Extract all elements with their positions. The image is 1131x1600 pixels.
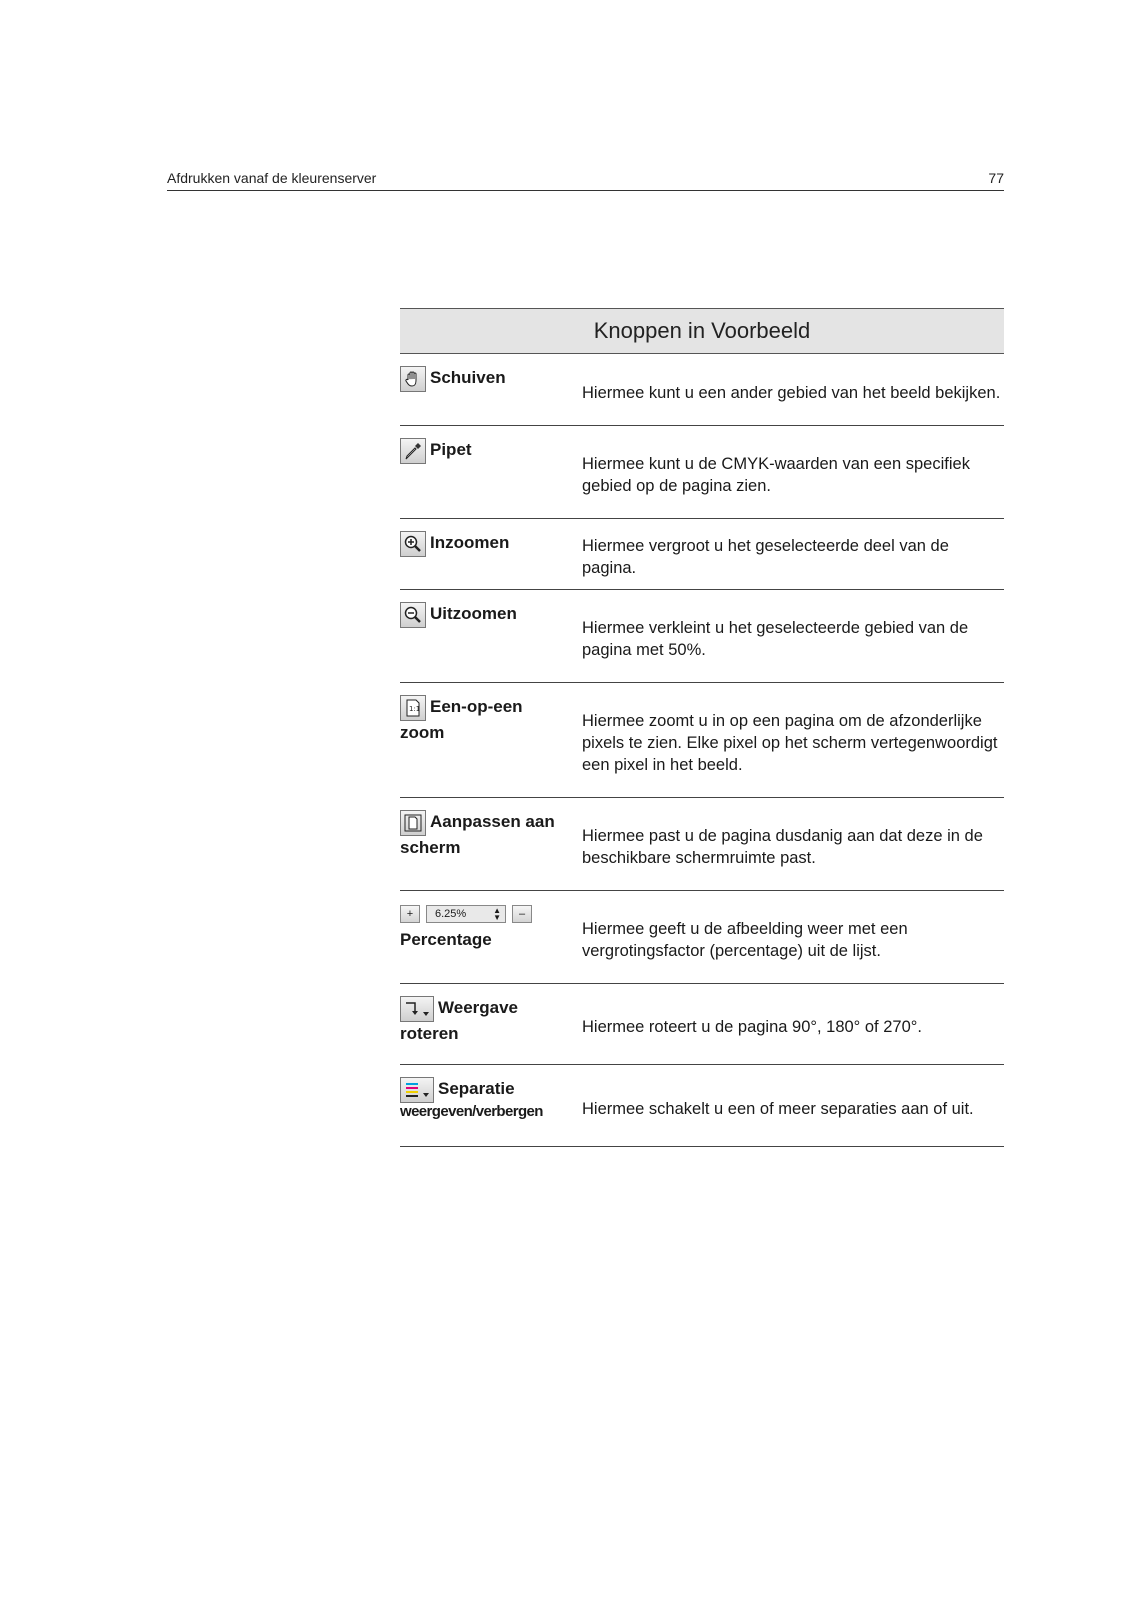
- table-row: [400, 426, 1004, 519]
- row-label-line1: Weergave: [438, 998, 519, 1017]
- zoom-in-icon: [400, 531, 426, 557]
- fit-page-icon: [400, 810, 426, 836]
- page-number: 77: [988, 170, 1004, 186]
- table-row: [400, 519, 1004, 590]
- running-header: [167, 170, 1004, 191]
- table-row: [400, 354, 1004, 426]
- buttons-table: [400, 308, 1004, 1147]
- row-description: Hiermee kunt u de CMYK-waarden van een specifiek gebied op de pagina zien.: [582, 455, 970, 495]
- one-to-one-icon: [400, 695, 426, 721]
- rotate-icon: [400, 996, 434, 1022]
- row-description: Hiermee geeft u de afbeelding weer met een vergrotingsfactor (percentage) uit de lijst.: [582, 920, 908, 960]
- percentage-value: 6.25%: [435, 908, 467, 920]
- row-label-line1: Aanpassen aan: [430, 812, 555, 831]
- table-row: [400, 984, 1004, 1065]
- row-description: Hiermee kunt u een ander gebied van het beeld bekijken.: [582, 383, 1001, 402]
- row-label-line2: scherm: [400, 838, 461, 857]
- hand-icon: [400, 366, 426, 392]
- row-description: Hiermee schakelt u een of meer separaties aan of uit.: [582, 1099, 974, 1118]
- row-label: Uitzoomen: [430, 604, 517, 623]
- separation-icon: [400, 1077, 434, 1103]
- table-title: Knoppen in Voorbeeld: [400, 308, 1004, 354]
- svg-text:1:1: 1:1: [409, 705, 421, 713]
- row-label-line1: Separatie: [438, 1079, 515, 1098]
- table-row: [400, 590, 1004, 683]
- table-row: [400, 891, 1004, 984]
- table-row: [400, 1065, 1004, 1147]
- table-row: [400, 798, 1004, 891]
- row-label: Schuiven: [430, 368, 506, 387]
- row-description: Hiermee vergroot u het geselecteerde deel van de pagina.: [582, 537, 949, 577]
- row-label: Percentage: [400, 930, 492, 949]
- table-row: [400, 683, 1004, 798]
- eyedropper-icon: [400, 438, 426, 464]
- row-label-line2: weergeven/verbergen: [400, 1103, 543, 1120]
- row-description: Hiermee zoomt u in op een pagina om de afzonderlijke pixels te zien. Elke pixel op het scherm vertegenwoordigt een pixel in het beeld.: [582, 712, 998, 774]
- zoom-out-icon: [400, 602, 426, 628]
- row-description: Hiermee roteert u de pagina 90°, 180° of 270°.: [582, 1018, 922, 1036]
- row-label: Pipet: [430, 440, 472, 459]
- row-description: Hiermee verkleint u het geselecteerde gebied van de pagina met 50%.: [582, 619, 969, 659]
- percentage-select[interactable]: [426, 905, 506, 923]
- row-label-line2: roteren: [400, 1024, 459, 1043]
- row-label-line2: zoom: [400, 723, 445, 742]
- zoom-plus-button[interactable]: +: [400, 905, 420, 923]
- spinner-icon: ▲ ▼: [493, 906, 501, 922]
- row-description: Hiermee past u de pagina dusdanig aan dat deze in de beschikbare schermruimte past.: [582, 827, 983, 867]
- zoom-minus-button[interactable]: –: [512, 905, 532, 923]
- row-label-line1: Een-op-een: [430, 697, 523, 716]
- percentage-control: [400, 903, 582, 925]
- section-title: Afdrukken vanaf de kleurenserver: [167, 170, 377, 186]
- row-label: Inzoomen: [430, 533, 510, 552]
